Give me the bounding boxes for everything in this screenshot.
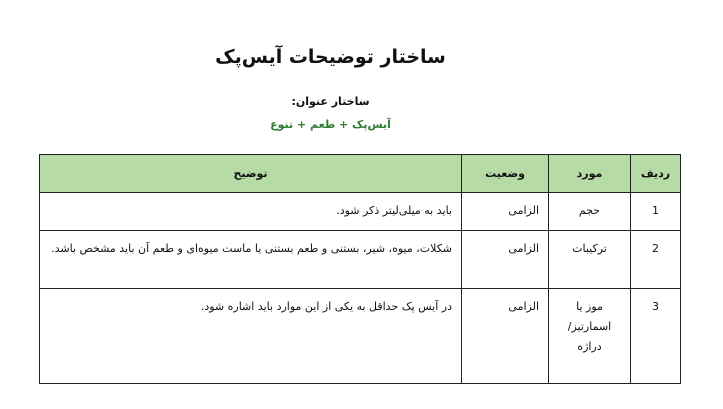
cell-item: موز یا اسمارتیز/ دراژه — [549, 289, 631, 384]
header-status: وضعیت — [462, 155, 549, 193]
cell-description: در آیس پک حداقل به یکی از این موارد باید اشاره شود. — [40, 289, 462, 384]
page-title: ساختار توضیحات آیس‌پک — [215, 46, 446, 68]
cell-row-num: 3 — [631, 289, 681, 384]
cell-status: الزامی — [462, 289, 549, 384]
header-item: مورد — [549, 155, 631, 193]
header-row-num: ردیف — [631, 155, 681, 193]
structure-label: ساختار عنوان: — [291, 95, 370, 108]
header-description: توضیح — [40, 155, 462, 193]
table-header-row — [40, 155, 681, 193]
table-row — [40, 230, 681, 288]
table-row — [40, 193, 681, 231]
cell-description: باید به میلی‌لیتر ذکر شود. — [40, 193, 462, 231]
cell-status: الزامی — [462, 230, 549, 288]
spec-table — [39, 154, 681, 384]
cell-status: الزامی — [462, 193, 549, 231]
structure-value: آیس‌پک + طعم + تنوع — [270, 118, 391, 131]
cell-row-num: 2 — [631, 230, 681, 288]
cell-item: ترکیبات — [549, 230, 631, 288]
cell-row-num: 1 — [631, 193, 681, 231]
cell-item: حجم — [549, 193, 631, 231]
cell-description: شکلات، میوه، شیر، بستنی و طعم بستنی یا ماست میوه‌ای و طعم آن باید مشخص باشد. — [40, 230, 462, 288]
table-row — [40, 289, 681, 384]
